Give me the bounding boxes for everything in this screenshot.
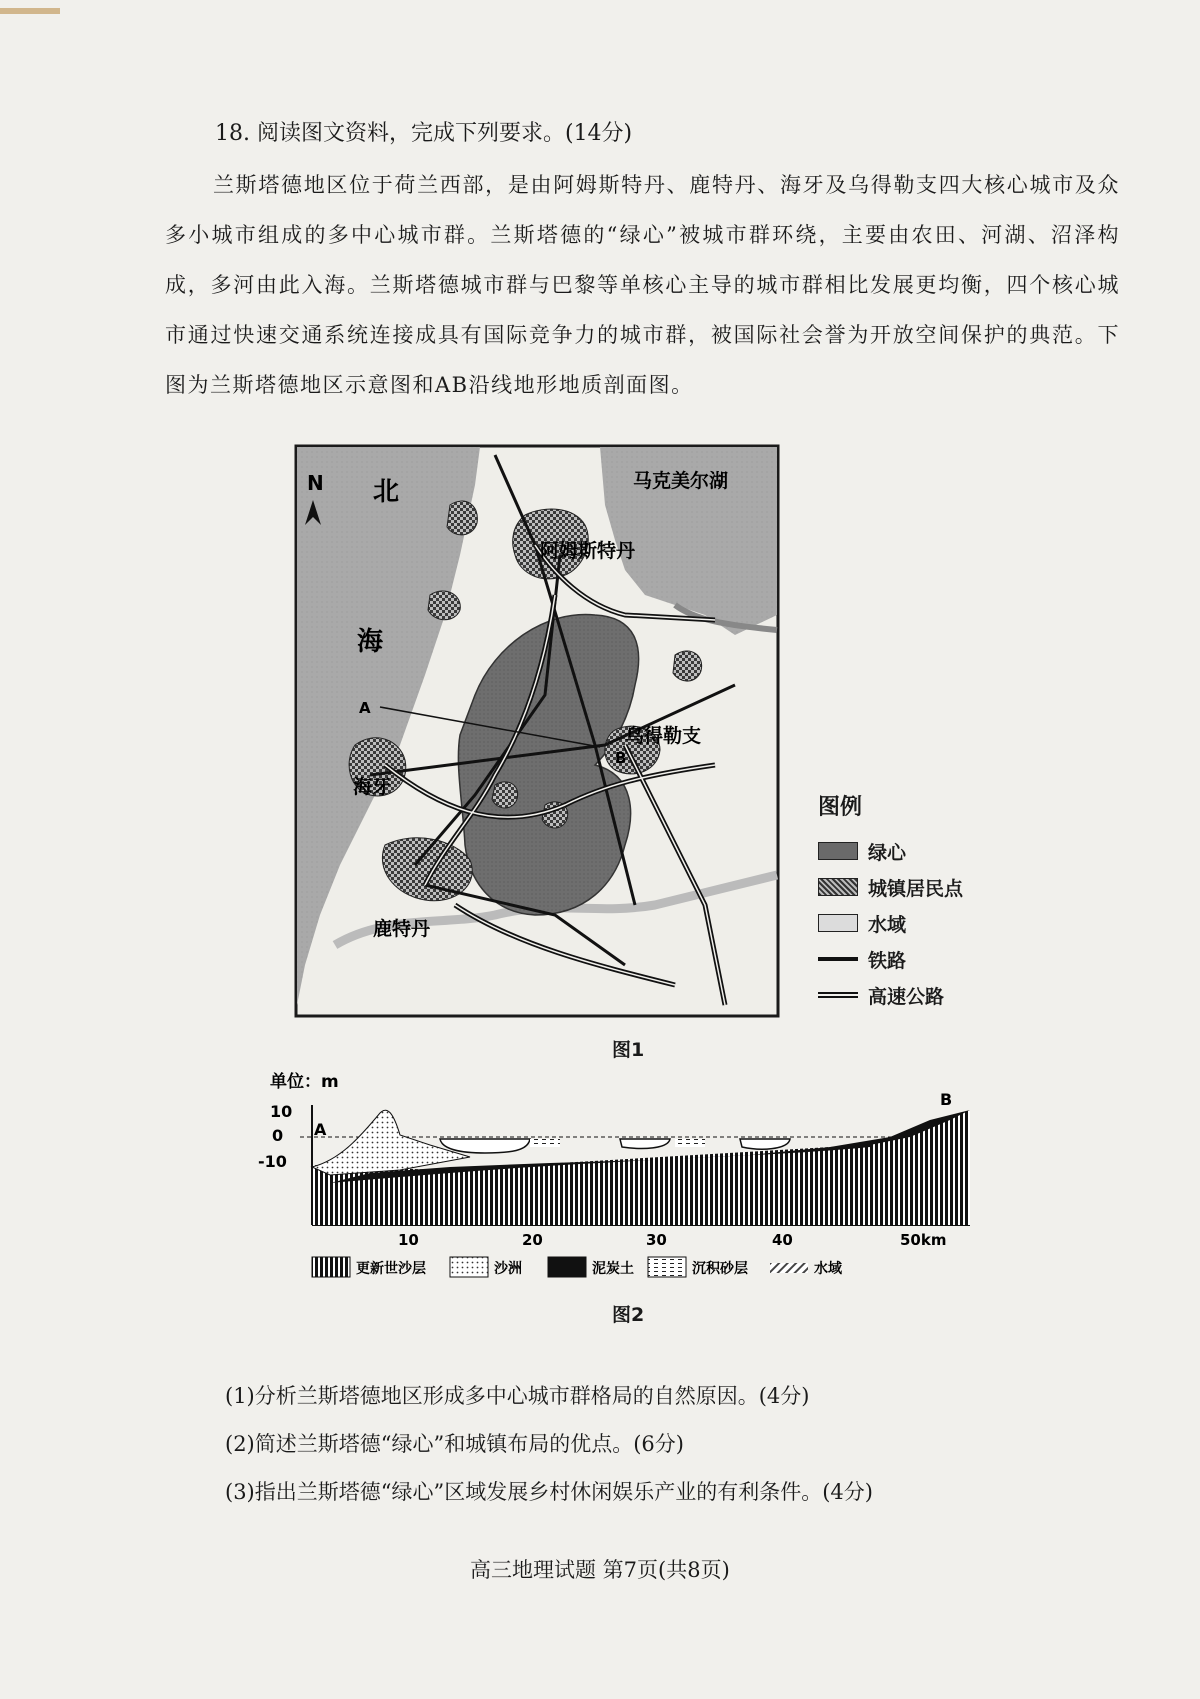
lake-label: 马克美尔湖 [633, 470, 729, 492]
randstad-map [295, 445, 779, 1017]
rotterdam-label: 鹿特丹 [373, 918, 431, 940]
figure1-caption: 图1 [612, 1039, 645, 1061]
question-title: 18. 阅读图文资料，完成下列要求。(14分) [215, 121, 633, 146]
sediment-sand-lens [530, 1139, 705, 1147]
y-tick-label: -10 [258, 1152, 287, 1171]
legend-item-green-heart [818, 833, 1018, 869]
x-tick-label: 40 [772, 1231, 793, 1249]
point-b-label: B [615, 749, 627, 767]
legend-label: 沉积砂层 [692, 1261, 748, 1277]
legend-label: 更新世沙层 [356, 1261, 426, 1277]
y-tick-label: 10 [270, 1102, 293, 1121]
legend-label: 沙洲 [494, 1261, 522, 1277]
profile-point-b: B [940, 1090, 953, 1109]
page-footer: 高三地理试题 第7页(共8页) [470, 1558, 730, 1582]
map-legend [818, 790, 1018, 1013]
legend-swatch-pleistocene [312, 1257, 350, 1277]
legend-swatch-sediment [648, 1257, 686, 1277]
question-paragraph [165, 160, 1120, 410]
point-a-label: A [359, 699, 371, 717]
profile-unit: 单位：m [270, 1072, 339, 1092]
legend-label: 铁路 [868, 949, 907, 972]
north-label: N [307, 471, 324, 495]
town-swatch [818, 878, 858, 896]
legend-item-water [818, 905, 1018, 941]
legend-item-highway [818, 977, 1018, 1013]
hague-label: 海牙 [353, 776, 392, 798]
subquestion-1: (1)分析兰斯塔德地区形成多中心城市群格局的自然原因。(4分) [225, 1384, 810, 1408]
legend-label: 水域 [814, 1261, 842, 1277]
legend-label: 绿心 [868, 841, 907, 864]
x-tick-label: 50km [900, 1231, 947, 1249]
amsterdam-label: 阿姆斯特丹 [540, 540, 636, 562]
railway-swatch [818, 957, 858, 961]
subquestion-2: (2)简述兰斯塔德“绿心”和城镇布局的优点。(6分) [225, 1432, 684, 1456]
subquestion-3: (3)指出兰斯塔德“绿心”区域发展乡村休闲娱乐产业的有利条件。(4分) [225, 1480, 873, 1504]
figure2-caption: 图2 [612, 1304, 645, 1326]
profile-point-a: A [314, 1120, 327, 1139]
x-tick-label: 30 [646, 1231, 667, 1249]
sea-label-sea: 海 [357, 627, 384, 657]
legend-swatch-peat [548, 1257, 586, 1277]
water-bodies [440, 1139, 790, 1153]
ab-profile [258, 1072, 990, 1295]
utrecht-label: 乌得勒支 [625, 725, 702, 747]
town-small [673, 651, 702, 681]
legend-label: 水域 [868, 913, 907, 936]
legend-item-railway [818, 941, 1018, 977]
legend-title: 图例 [818, 795, 863, 820]
town-small [492, 782, 518, 808]
legend-swatch-water [770, 1263, 808, 1273]
water-swatch [818, 914, 858, 932]
legend-item-town [818, 869, 1018, 905]
x-tick-label: 20 [522, 1231, 543, 1249]
green-heart-swatch [818, 842, 858, 860]
sea-label-north: 北 [373, 477, 400, 507]
y-tick-label: 0 [272, 1126, 284, 1145]
scan-corner-mark [0, 8, 60, 14]
question-paragraph-text: 兰斯塔德地区位于荷兰西部，是由阿姆斯特丹、鹿特丹、海牙及乌得勒支四大核心城市及众多小城市组成的多中心城市群。兰斯塔德的“绿心”被城市群环绕，主要由农田、河湖、沼泽构成，多河由此入海。兰斯塔德城市群与巴黎等单核心主导的城市群相比发展更均衡，四个核心城市通过快速交通系统连接成具有国际竞争力的城市群，被国际社会誉为开放空间保护的典范。下图为兰斯塔德地区示意图和AB沿线地形地质剖面图。 [165, 173, 1120, 397]
town-small [428, 591, 460, 620]
highway-swatch [818, 992, 858, 998]
legend-label: 城镇居民点 [868, 877, 964, 900]
legend-label: 高速公路 [868, 985, 945, 1008]
legend-swatch-sandbar [450, 1257, 488, 1277]
legend-label: 泥炭土 [592, 1261, 634, 1277]
x-tick-label: 10 [398, 1231, 419, 1249]
town-small [447, 501, 477, 535]
